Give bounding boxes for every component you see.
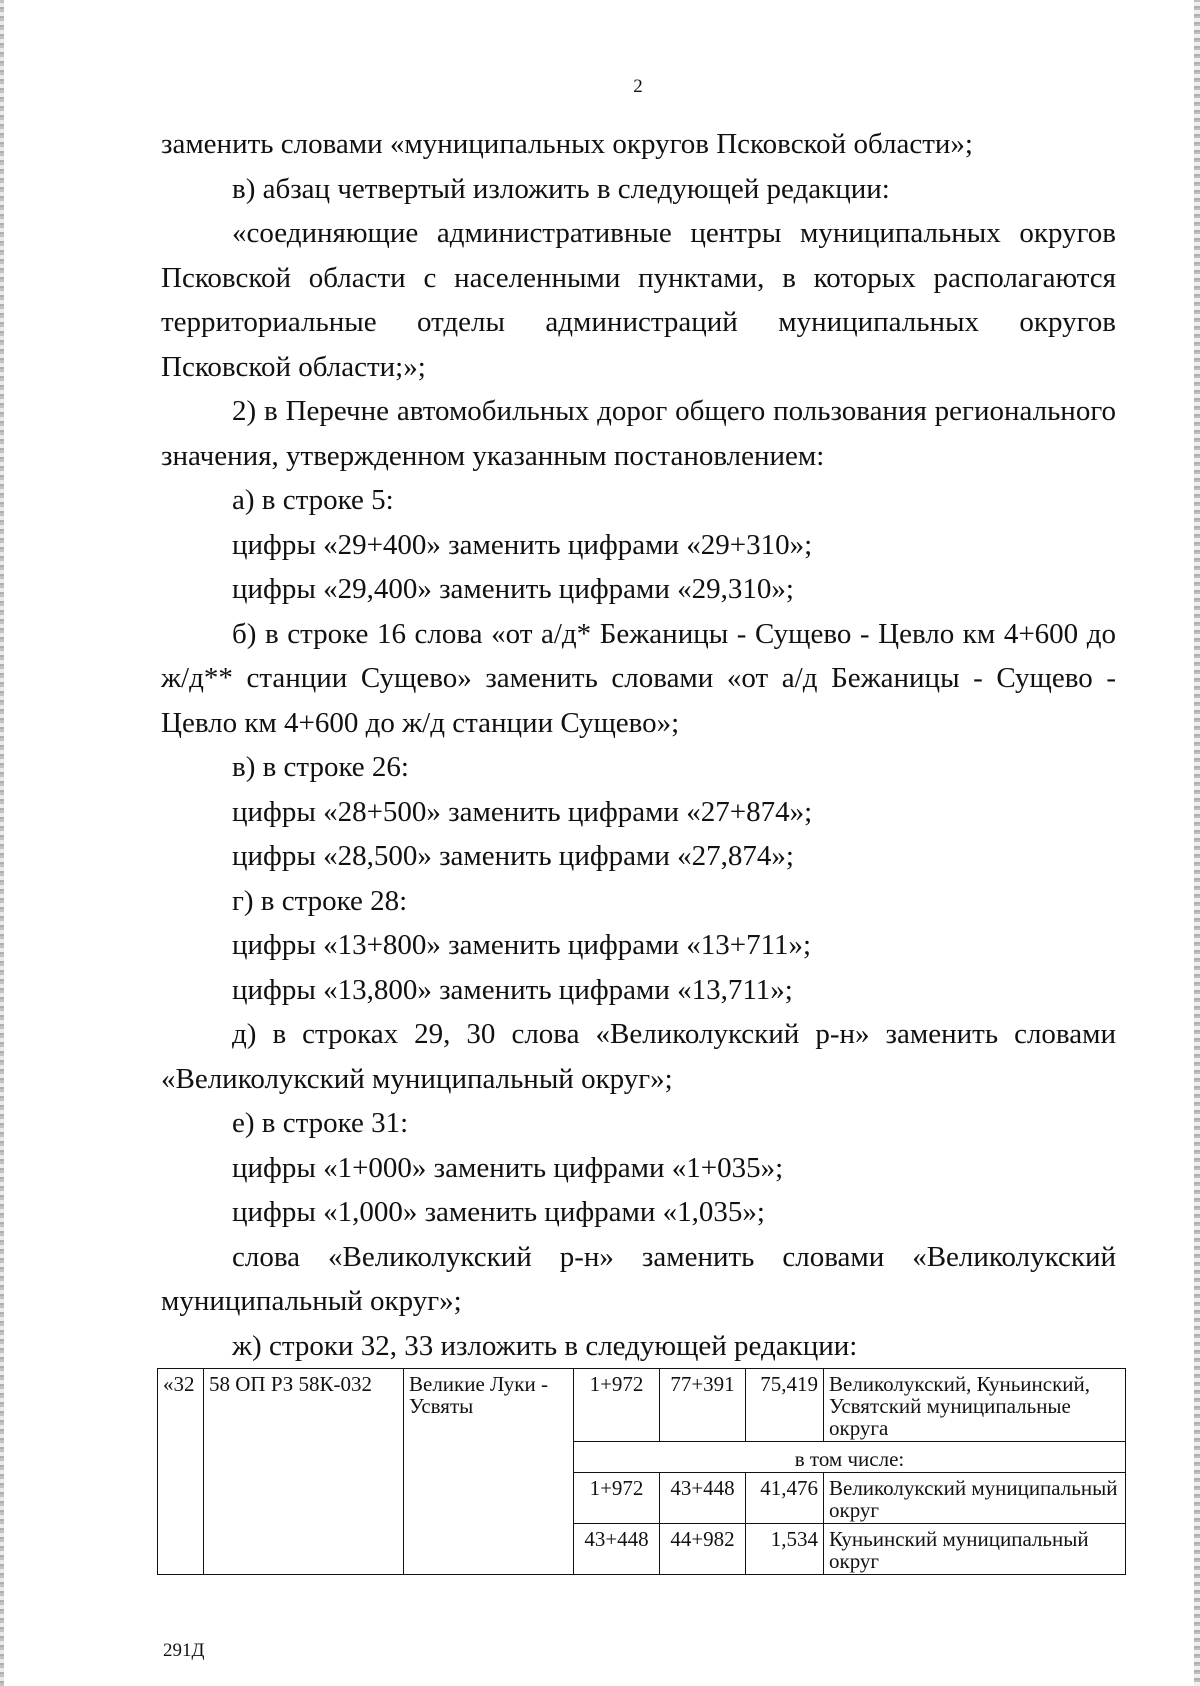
paragraph: в) в строке 26: — [232, 751, 409, 783]
amendment-table — [157, 1368, 1126, 1575]
document-code: 291Д — [163, 1640, 205, 1661]
road-name-cell: Великие Луки - Усвяты — [404, 1369, 574, 1575]
paragraph: г) в строке 28: — [232, 884, 408, 917]
end-km-cell: 77+391 — [660, 1369, 746, 1442]
districts-cell: Великолукский, Куньинский, Усвятский муниципальные округа — [824, 1369, 1126, 1442]
start-km-cell: 1+972 — [574, 1473, 660, 1524]
paragraph: цифры «29,400» заменить цифрами «29,310»; — [232, 573, 794, 605]
start-km-cell: 43+448 — [574, 1524, 660, 1575]
including-label-cell: в том числе: — [574, 1442, 1126, 1473]
table-row — [158, 1369, 1126, 1442]
scan-edge-left — [0, 0, 4, 1686]
road-id-cell: 58 ОП РЗ 58К-032 — [204, 1369, 404, 1575]
paragraph: д) в строках 29, 30 слова «Великолукский р-н» заменить словами «Великолукский муниципальный округ»; — [161, 1018, 1116, 1095]
district-cell: Куньинский муниципальный округ — [824, 1524, 1126, 1575]
scan-edge-right — [1194, 0, 1200, 1686]
paragraph: цифры «13,800» заменить цифрами «13,711»; — [232, 973, 793, 1006]
paragraph: цифры «28,500» заменить цифрами «27,874»; — [232, 840, 794, 872]
end-km-cell: 43+448 — [660, 1473, 746, 1524]
page-number: 2 — [633, 76, 643, 97]
paragraph: заменить словами «муниципальных округов Псковской области»; — [161, 128, 973, 160]
row-number-cell: «32 — [158, 1369, 204, 1575]
paragraph: цифры «28+500» заменить цифрами «27+874»; — [232, 795, 813, 828]
paragraph: слова «Великолукский р-н» заменить словами «Великолукский муниципальный округ»; — [161, 1240, 1116, 1317]
district-cell: Великолукский муниципальный округ — [824, 1473, 1126, 1524]
paragraph: б) в строке 16 слова «от а/д* Бежаницы - Сущево - Цевло км 4+600 до ж/д** станции Сущево» заменить словами «от а/д Бежаницы - Сущево - Цевло км 4+600 до ж/д станции Сущево»; — [161, 617, 1116, 739]
length-cell: 1,534 — [746, 1524, 824, 1575]
document-body — [161, 122, 1116, 1368]
paragraph: цифры «29+400» заменить цифрами «29+310»; — [232, 528, 813, 561]
end-km-cell: 44+982 — [660, 1524, 746, 1575]
paragraph: в) абзац четвертый изложить в следующей редакции: — [232, 172, 890, 205]
start-km-cell: 1+972 — [574, 1369, 660, 1442]
paragraph: а) в строке 5: — [232, 484, 394, 516]
paragraph: цифры «13+800» заменить цифрами «13+711»; — [232, 929, 812, 961]
paragraph: е) в строке 31: — [232, 1107, 409, 1139]
paragraph: цифры «1+000» заменить цифрами «1+035»; — [232, 1151, 784, 1184]
paragraph: 2) в Перечне автомобильных дорог общего пользования регионального значения, утвержденном указанным постановлением: — [161, 395, 1116, 472]
paragraph: ж) строки 32, 33 изложить в следующей редакции: — [232, 1329, 858, 1362]
paragraph: «соединяющие административные центры муниципальных округов Псковской области с населенными пунктами, в которых располагаются территориальные отделы администраций муниципальных округов Псковской области;»; — [161, 217, 1116, 383]
length-cell: 41,476 — [746, 1473, 824, 1524]
paragraph: цифры «1,000» заменить цифрами «1,035»; — [232, 1196, 765, 1228]
length-cell: 75,419 — [746, 1369, 824, 1442]
